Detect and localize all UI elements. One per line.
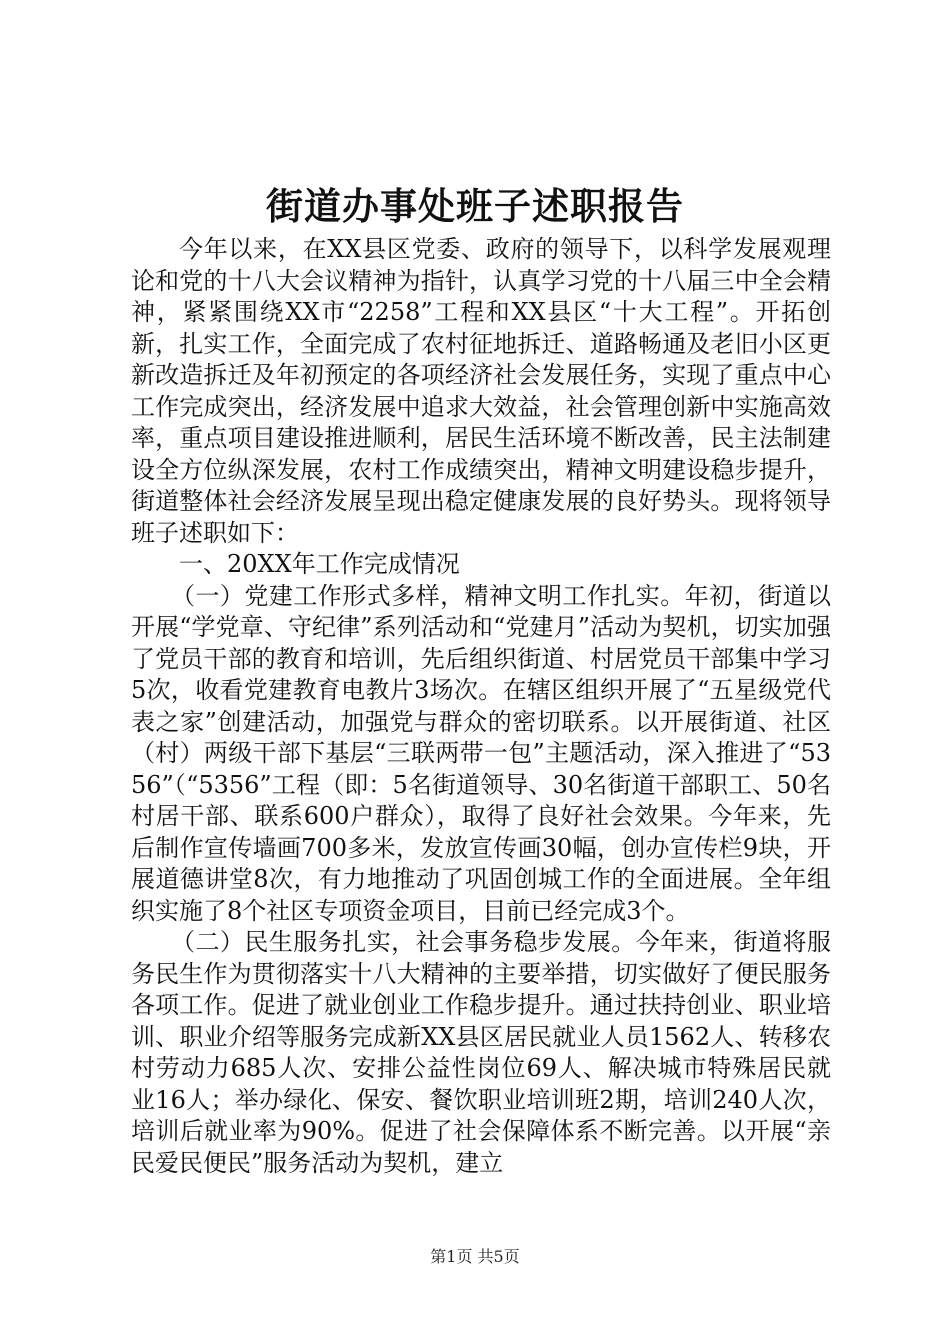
livelihood-service-paragraph: （二）民生服务扎实，社会事务稳步发展。今年来，街道将服务民生作为贯彻落实十八大精神的主要举措，切实做好了便民服务各项工作。促进了就业创业工作稳步提升。通过扶持创业、职业培训、职业介绍等服务完成新XX县区居民就业人员1562人、转移农村劳动力685人次、安排公益性岗位69人、解决城市特殊居民就业16人；举办绿化、保安、餐饮职业培训班2期，培训240人次，培训后就业率为90%。促进了社会保障体系不断完善。以开展“亲民爱民便民”服务活动为契机，建立	[131, 928, 831, 1177]
document-title: 街道办事处班子述职报告	[266, 184, 684, 228]
document-body	[131, 234, 831, 1179]
party-building-paragraph: （一）党建工作形式多样，精神文明工作扎实。年初，街道以开展“学党章、守纪律”系列活动和“党建月”活动为契机，切实加强了党员干部的教育和培训，先后组织街道、村居党员干部集中学习5次，收看党建教育电教片3场次。在辖区组织开展了“五星级党代表之家”创建活动，加强党与群众的密切联系。以开展街道、社区（村）两级干部下基层“三联两带一包”主题活动，深入推进了“5356”（“5356”工程（即：5名街道领导、30名街道干部职工、50名村居干部、联系600户群众），取得了良好社会效果。今年来，先后制作宣传墙画700多米，发放宣传画30幅，创办宣传栏9块，开展道德讲堂8次，有力地推动了巩固创城工作的全面进展。全年组织实施了8个社区专项资金项目，目前已经完成3个。	[131, 581, 831, 925]
intro-paragraph: 今年以来，在XX县区党委、政府的领导下，以科学发展观理论和党的十八大会议精神为指针，认真学习党的十八届三中全会精神，紧紧围绕XX市“2258”工程和XX县区“十大工程”。开拓创新，扎实工作，全面完成了农村征地拆迁、道路畅通及老旧小区更新改造拆迁及年初预定的各项经济社会发展任务，实现了重点中心工作完成突出，经济发展中追求大效益，社会管理创新中实施高效率，重点项目建设推进顺利，居民生活环境不断改善，民主法制建设全方位纵深发展，农村工作成绩突出，精神文明建设稳步提升，街道整体社会经济发展呈现出稳定健康发展的良好势头。现将领导班子述职如下：	[131, 235, 831, 547]
section-heading: 一、20XX年工作完成情况	[179, 550, 460, 578]
page-footer: 第1页 共5页	[430, 1247, 520, 1266]
